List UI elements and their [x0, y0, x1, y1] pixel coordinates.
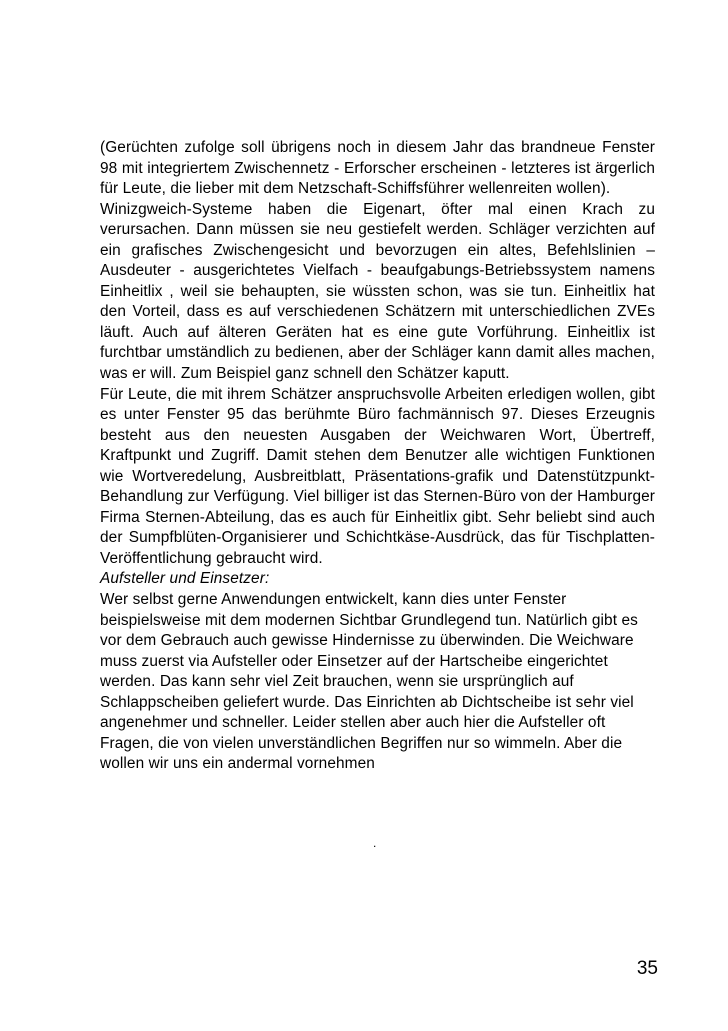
page-number: 35 — [636, 958, 658, 979]
body-text — [100, 138, 655, 775]
section-heading-installer: Aufsteller und Einsetzer: — [100, 570, 270, 588]
paragraph-office-software: Für Leute, die mit ihrem Schätzer anspruchsvolle Arbeiten erledigen wollen, gibt es unter Fenster 95 das berühmte Büro fachmännisch 97. Dieses Erzeugnis besteht aus den neuesten Ausgaben der Weichwaren Wort, Übertreff, Kraftpunkt und Zugriff. Damit stehen dem Benutzer alle wichtigen Funktionen wie Wortveredelung, Ausbreitblatt, Präsentations-grafik und Datenstützpunkt-Behandlung zur Verfügung. Viel billiger ist das Sternen-Büro von der Hamburger Firma Sternen-Abteilung, das es auch für Einheitlix gibt. Sehr beliebt sind auch der Sumpfblüten-Organisierer und Schichtkäse-Ausdrück, das für Tischplatten-Veröffentlichung gebraucht wird. — [100, 385, 655, 567]
stray-dot: . — [373, 836, 377, 850]
paragraph-installer: Wer selbst gerne Anwendungen entwickelt, kann dies unter Fenster beispielsweise mit dem modernen Sichtbar Grundlegend tun. Natürlich gibt es vor dem Gebrauch auch gewisse Hindernisse zu überwinden. Die Weichware muss zuerst via Aufsteller oder Einsetzer auf der Hartscheibe eingerichtet werden. Das kann sehr viel Zeit brauchen, wenn sie ursprünglich auf Schlappscheiben geliefert wurde. Das Einrichten ab Dichtscheibe ist sehr viel angenehmer und schneller. Leider stellen aber auch hier die Aufsteller oft Fragen, die von vielen unverständlichen Begriffen nur so wimmeln. Aber die wollen wir uns ein andermal vornehmen — [100, 591, 638, 773]
paragraph-winizgweich: Winizgweich-Systeme haben die Eigenart, öfter mal einen Krach zu verursachen. Dann müssen sie neu gestiefelt werden. Schläger verzichten auf ein grafisches Zwischengesicht und bevorzugen ein altes, Befehlslinien – Ausdeuter - ausgerichtetes Vielfach - beaufgabungs-Betriebssystem namens Einheitlix , weil sie behaupten, sie wüssten schon, was sie tun. Einheitlix hat den Vorteil, dass es auf verschiedenen Schätzern mit unterschiedlichen ZVEs läuft. Auch auf älteren Geräten hat es eine gute Vorführung. Einheitlix ist furchtbar umständlich zu bedienen, aber der Schläger kann damit alles machen, was er will. Zum Beispiel ganz schnell den Schätzer kaputt. — [100, 200, 655, 383]
paragraph-rumor: (Gerüchten zufolge soll übrigens noch in diesem Jahr das brandneue Fenster 98 mit integriertem Zwischennetz - Erforscher erscheinen - letzteres ist ärgerlich für Leute, die lieber mit dem Netzschaft-Schiffsführer wellenreiten wollen). — [100, 139, 655, 198]
